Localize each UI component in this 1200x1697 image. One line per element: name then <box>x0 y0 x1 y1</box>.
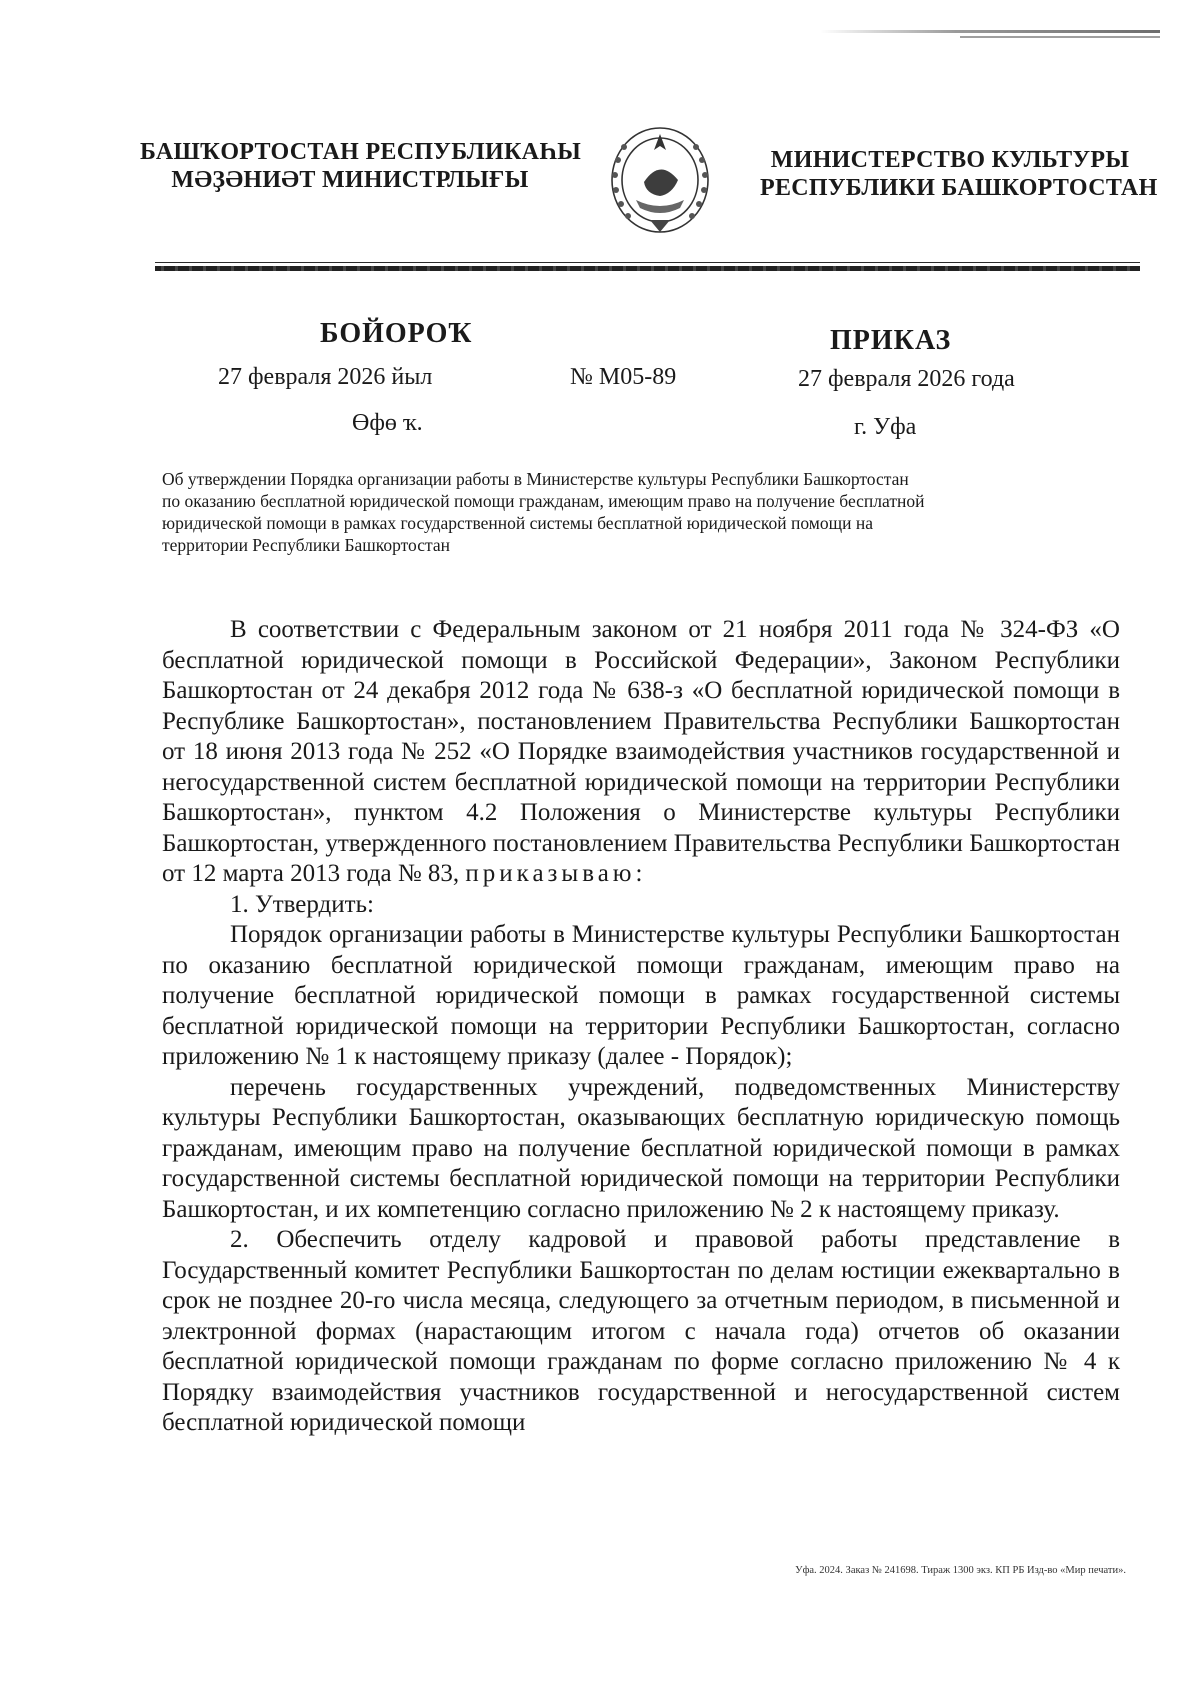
preamble-paragraph <box>162 615 1120 890</box>
subject-line: по оказанию бесплатной юридической помощи гражданам, имеющим право на получение бесплатной <box>162 491 925 511</box>
order-directive: приказываю: <box>465 860 647 887</box>
item-1-heading: 1. Утвердить: <box>230 890 374 918</box>
subject-line: юридической помощи в рамках государственной системы бесплатной юридической помощи на <box>162 513 873 533</box>
order-subject <box>162 468 1102 556</box>
order-date-bashkir: 27 февраля 2026 йыл <box>218 364 433 390</box>
subject-line: Об утверждении Порядка организации работы в Министерстве культуры Республики Башкортостан <box>162 469 909 489</box>
print-imprint-footer: Уфа. 2024. Заказ № 241698. Тираж 1300 экз. КП РБ Изд-во «Мир печати». <box>795 1565 1126 1576</box>
header-left-line: БАШҠОРТОСТАН РЕСПУБЛИКАҺЫ <box>140 139 582 165</box>
header-divider-thin <box>155 262 1140 263</box>
header-left-bashkir <box>140 138 582 194</box>
order-body <box>162 615 1120 1439</box>
coat-of-arms-emblem <box>606 120 714 238</box>
order-number: № М05-89 <box>570 364 677 390</box>
header-left-line: МӘҘӘНИӘТ МИНИСТРЛЫҒЫ <box>171 167 529 193</box>
order-title-russian: ПРИКАЗ <box>830 325 952 356</box>
header-right-russian <box>760 146 1158 202</box>
header-divider-thick <box>155 266 1140 271</box>
order-city-russian: г. Уфа <box>854 414 917 440</box>
order-title-bashkir: БОЙОРОҠ <box>320 318 473 349</box>
item-1-procedure: Порядок организации работы в Министерстве культуры Республики Башкортостан по оказанию бесплатной юридической помощи гражданам, имеющим право на получение бесплатной юридической помощи в рамках государственной системы бесплатной юридической помощи на территории Республики Башкортостан, согласно приложению № 1 к настоящему приказу (далее - Порядок); <box>162 921 1120 1070</box>
scan-artifact-line <box>960 36 1160 38</box>
order-date-russian: 27 февраля 2026 года <box>798 366 1015 392</box>
scan-artifact-line <box>820 30 1160 33</box>
header-right-line: РЕСПУБЛИКИ БАШКОРТОСТАН <box>760 175 1158 201</box>
subject-line: территории Республики Башкортостан <box>162 535 451 555</box>
order-city-bashkir: Өфө ҡ. <box>352 410 423 436</box>
item-1-list: перечень государственных учреждений, подведомственных Министерству культуры Республики Башкортостан, оказывающих бесплатную юридическую помощь гражданам, имеющим право на получение бесплатной юридической помощи в рамках государственной системы бесплатной юридической помощи на территории Республики Башкортостан, и их компетенцию согласно приложению № 2 к настоящему приказу. <box>162 1073 1120 1223</box>
header-right-line: МИНИСТЕРСТВО КУЛЬТУРЫ <box>770 147 1130 173</box>
preamble-text: В соответствии с Федеральным законом от 21 ноября 2011 года № 324-ФЗ «О бесплатной юридической помощи в Российской Федерации», Законом Республики Башкортостан от 24 декабря 2012 года № 638-з «О бесплатной юридической помощи в Республике Башкортостан», постановлением Правительства Республики Башкортостан от 18 июня 2013 года № 252 «О Порядке взаимодействия участников государственной и негосударственной систем бесплатной юридической помощи на территории Республики Башкортостан», пунктом 4.2 Положения о Министерстве культуры Республики Башкортостан, утвержденного постановлением Правительства Республики Башкортостан от 12 марта 2013 года № 83, <box>162 616 1120 887</box>
item-2-paragraph: 2. Обеспечить отделу кадровой и правовой работы представление в Государственный комитет Республики Башкортостан по делам юстиции ежеквартально в срок не позднее 20-го числа месяца, следующего за отчетным периодом, в письменной и электронной формах (нарастающим итогом с начала года) отчетов об оказании бесплатной юридической помощи гражданам по форме согласно приложению № 4 к Порядку взаимодействия участников государственной и негосударственной систем бесплатной юридической помощи <box>162 1226 1120 1436</box>
